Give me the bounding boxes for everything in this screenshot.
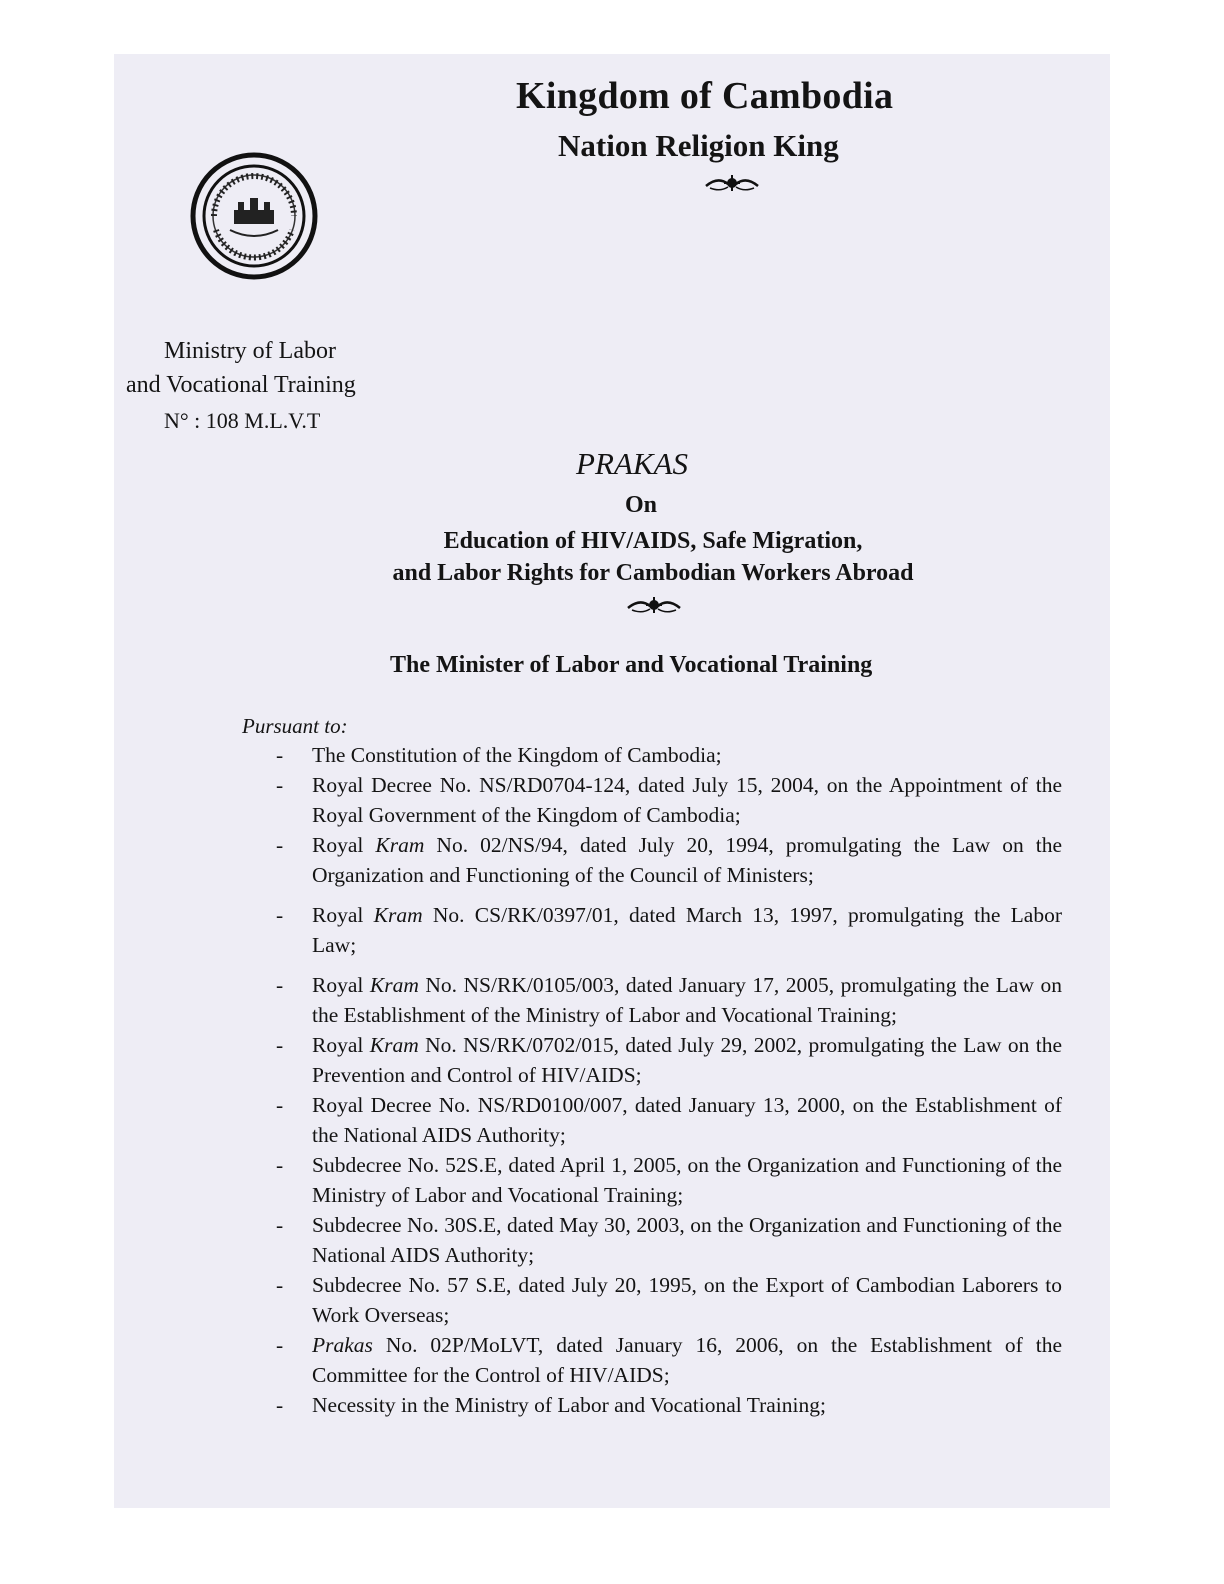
list-bullet: - bbox=[276, 1273, 284, 1297]
list-item bbox=[276, 1330, 1062, 1390]
list-bullet: - bbox=[276, 833, 284, 857]
reference-prefix: Royal bbox=[312, 903, 374, 927]
reference-text: Subdecree No. 57 S.E, dated July 20, 1995, on the Export of Cambodian Laborers to Work Overseas; bbox=[312, 1273, 1062, 1327]
reference-text: Necessity in the Ministry of Labor and Vocational Training; bbox=[312, 1393, 826, 1417]
reference-text: No. 02P/MoLVT, dated January 16, 2006, on the Establishment of the Committee for the Control of HIV/AIDS; bbox=[312, 1333, 1062, 1387]
list-item bbox=[276, 900, 1062, 960]
list-item bbox=[276, 1150, 1062, 1210]
document-type: PRAKAS bbox=[576, 446, 688, 481]
reference-italic-term: Kram bbox=[373, 903, 423, 927]
list-bullet: - bbox=[276, 773, 284, 797]
pursuant-heading: Pursuant to: bbox=[242, 714, 348, 738]
reference-number: N° : 108 M.L.V.T bbox=[164, 408, 321, 433]
reference-italic-term: Kram bbox=[369, 973, 419, 997]
reference-prefix: Royal bbox=[312, 833, 376, 857]
country-title: Kingdom of Cambodia bbox=[516, 75, 894, 117]
list-bullet: - bbox=[276, 1033, 284, 1057]
list-item bbox=[276, 830, 1062, 890]
reference-text: Subdecree No. 52S.E, dated April 1, 2005, on the Organization and Functioning of the Ministry of Labor and Vocational Training; bbox=[312, 1153, 1062, 1207]
reference-prefix: Royal bbox=[312, 973, 370, 997]
reference-text: Royal Decree No. NS/RD0704-124, dated July 15, 2004, on the Appointment of the Royal Government of the Kingdom of Cambodia; bbox=[312, 773, 1062, 827]
reference-text: Subdecree No. 30S.E, dated May 30, 2003, on the Organization and Functioning of the National AIDS Authority; bbox=[312, 1213, 1062, 1267]
reference-prefix: Royal bbox=[312, 1033, 370, 1057]
reference-text: No. 02/NS/94, dated July 20, 1994, promulgating the Law on the Organization and Functioning of the Council of Ministers; bbox=[312, 833, 1063, 887]
list-bullet: - bbox=[276, 1393, 284, 1417]
reference-italic-term: Kram bbox=[375, 833, 425, 857]
reference-text: No. NS/RK/0105/003, dated January 17, 2005, promulgating the Law on the Establishment of the Ministry of Labor and Vocational Training; bbox=[312, 973, 1062, 1027]
list-bullet: - bbox=[276, 1333, 284, 1357]
list-item bbox=[276, 1390, 1062, 1420]
national-motto: Nation Religion King bbox=[558, 128, 839, 163]
subject-line-1: Education of HIV/AIDS, Safe Migration, bbox=[443, 528, 863, 554]
list-item bbox=[276, 1030, 1062, 1090]
list-item bbox=[276, 970, 1062, 1030]
reference-text: The Constitution of the Kingdom of Cambodia; bbox=[312, 743, 722, 767]
list-bullet: - bbox=[276, 743, 284, 767]
ministry-name-line2: and Vocational Training bbox=[126, 372, 356, 398]
reference-text: No. NS/RK/0702/015, dated July 29, 2002, promulgating the Law on the Prevention and Control of HIV/AIDS; bbox=[312, 1033, 1063, 1087]
ministry-block bbox=[126, 334, 356, 438]
issuing-authority: The Minister of Labor and Vocational Training bbox=[390, 652, 873, 678]
list-bullet: - bbox=[276, 1213, 284, 1237]
document-subject bbox=[348, 525, 958, 589]
list-item bbox=[276, 740, 1062, 770]
ministry-seal-icon bbox=[190, 152, 318, 280]
list-bullet: - bbox=[276, 1153, 284, 1177]
list-item bbox=[276, 1090, 1062, 1150]
subject-on: On bbox=[624, 492, 657, 518]
reference-text: Royal Decree No. NS/RD0100/007, dated January 13, 2000, on the Establishment of the National AIDS Authority; bbox=[312, 1093, 1062, 1147]
ministry-name-line1: Ministry of Labor bbox=[164, 338, 336, 364]
list-item bbox=[276, 1270, 1062, 1330]
reference-text: No. CS/RK/0397/01, dated March 13, 1997, promulgating the Labor Law; bbox=[312, 903, 1062, 957]
list-bullet: - bbox=[276, 903, 284, 927]
list-item bbox=[276, 770, 1062, 830]
list-item bbox=[276, 1210, 1062, 1270]
reference-italic-term: Prakas bbox=[312, 1333, 373, 1357]
subject-line-2: and Labor Rights for Cambodian Workers Abroad bbox=[392, 560, 914, 586]
list-bullet: - bbox=[276, 1093, 284, 1117]
list-bullet: - bbox=[276, 973, 284, 997]
ornament-icon bbox=[704, 174, 760, 192]
legal-references-list bbox=[276, 740, 1062, 1420]
reference-italic-term: Kram bbox=[369, 1033, 419, 1057]
ornament-icon bbox=[626, 596, 682, 614]
